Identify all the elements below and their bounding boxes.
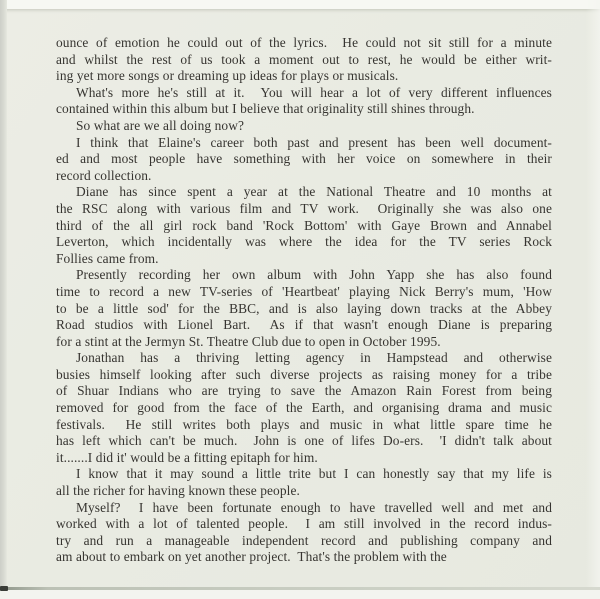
scan-top-edge — [0, 0, 600, 9]
text-line: worked with a lot of talented people. I am still involved in the record indus- — [56, 516, 552, 532]
text-line: record collection. — [56, 167, 152, 183]
text-line: Follies came from. — [56, 250, 159, 266]
text-line: Jonathan has a thriving letting agency in Hampstead and otherwise — [76, 350, 552, 366]
text-line: the RSC along with various film and TV work. Originally she was also one — [56, 200, 552, 216]
text-line: has left which can't be much. John is one of lifes Do-ers. 'I didn't talk about — [56, 433, 552, 449]
text-line: of Shuar Indians who are trying to save the Amazon Rain Forest from being — [56, 383, 552, 399]
text-line: all the richer for having known these people. — [56, 483, 300, 499]
text-line: contained within this album but I believe that originality still shines through. — [56, 101, 475, 117]
text-line: Leverton, which incidentally was where the idea for the TV series Rock — [56, 234, 552, 250]
text-line: busies himself looking after such diverse projects as raising money for a tribe — [56, 366, 552, 382]
text-line: for a stint at the Jermyn St. Theatre Club due to open in October 1995. — [56, 333, 441, 349]
text-line: What's more he's still at it. You will hear a lot of very different influences — [76, 84, 552, 100]
text-line: Myself? I have been fortunate enough to have travelled well and met and — [76, 499, 552, 515]
text-line: third of the all girl rock band 'Rock Bottom' with Gaye Brown and Annabel — [56, 217, 552, 233]
text-line: ed and most people have something with her voice on somewhere in their — [56, 151, 552, 167]
scan-bottom-edge — [0, 590, 600, 599]
scan-right-edge — [586, 0, 600, 599]
text-line: removed for good from the face of the Earth, and organising drama and music — [56, 400, 552, 416]
text-line: I know that it may sound a little trite but I can honestly say that my life is — [76, 466, 552, 482]
text-line: I think that Elaine's career both past and present has been well document- — [76, 134, 552, 150]
text-line: am about to embark on yet another project. That's the problem with the — [56, 549, 447, 565]
text-line: ounce of emotion he could out of the lyrics. He could not sit still for a minute — [56, 35, 552, 50]
scan-left-edge — [0, 0, 7, 599]
text-line: Diane has since spent a year at the National Theatre and 10 months at — [76, 184, 552, 200]
text-line: festivals. He still writes both plays and music in what little spare time he — [56, 416, 552, 432]
text-line: try and run a manageable independent record and publishing company and — [56, 532, 552, 548]
text-line: So what are we all doing now? — [76, 117, 245, 133]
text-line: and whilst the rest of us took a moment out to rest, he would be either writ- — [56, 51, 552, 67]
text-line: Presently recording her own album with John Yapp she has also found — [76, 267, 552, 283]
text-line: ing yet more songs or dreaming up ideas for plays or musicals. — [56, 68, 399, 84]
text-line: time to record a new TV-series of 'Heartbeat' playing Nick Berry's mum, 'How — [56, 283, 552, 299]
text-line: it.......I did it' would be a fitting epitaph for him. — [56, 449, 318, 465]
text-line: to be a little sod' for the BBC, and is also laying down tracks at the Abbey — [56, 300, 552, 316]
scan-corner-mark — [0, 586, 8, 591]
text-line: Road studios with Lionel Bart. As if that wasn't enough Diane is preparing — [56, 317, 552, 333]
page-text — [56, 35, 552, 566]
